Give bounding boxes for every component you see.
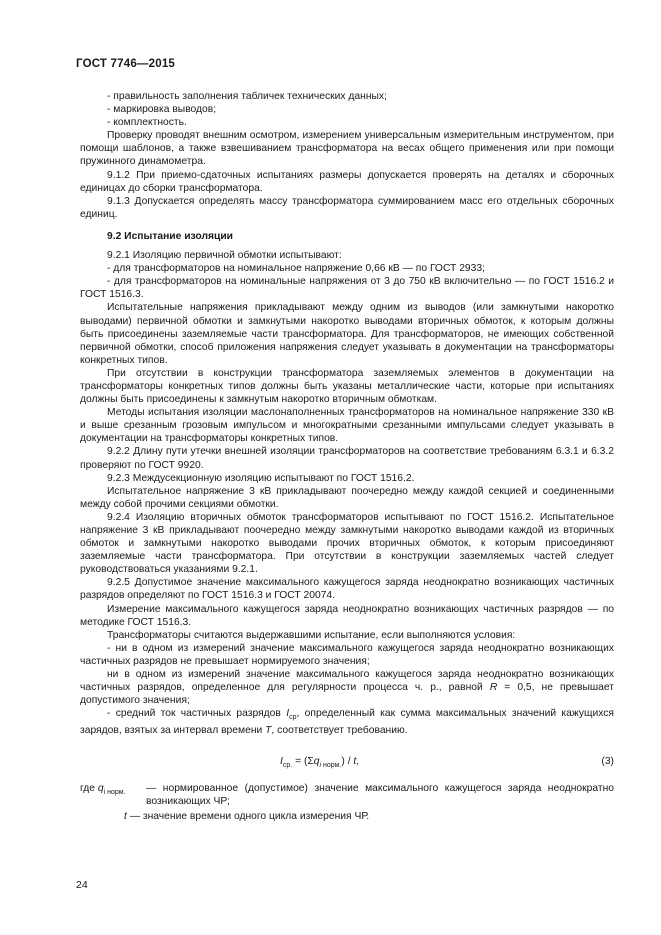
section-heading: 9.2 Испытание изоляции	[107, 230, 233, 242]
formula-q-sub-i: i	[319, 762, 322, 770]
document-body	[80, 90, 614, 738]
paragraph: 9.2.2 Длину пути утечки внешней изоляции трансформаторов на соответствие требованиям 6.3.1 и 6.3.2 проверяют по ГОСТ 9920.	[80, 446, 614, 471]
paragraph: 9.2.1 Изоляцию первичной обмотки испытывают:	[107, 250, 342, 262]
formula-q-sub-rest: норм.	[321, 762, 342, 770]
formula-expression	[280, 756, 359, 769]
paragraph: Проверку проводят внешним осмотром, измерением универсальным измерительным инструментом, при помощи шаблонов, а также взвешиванием трансформатора на весах общего применения или при помощи пружинного динамометра.	[80, 130, 614, 168]
legend-q-symbol	[80, 782, 126, 799]
paragraph: - комплектность.	[107, 117, 187, 129]
formula-lhs-sub: ср.	[282, 762, 293, 770]
legend-prefix: где	[80, 783, 98, 794]
document-header: ГОСТ 7746—2015	[76, 58, 176, 70]
paragraph: - ни в одном из измерений значение максимального кажущегося заряда неоднократно возникающих частичных разрядов не превышает нормируемого значения;	[80, 642, 614, 667]
paragraph: 9.1.2 При приемо-сдаточных испытаниях размеры допускается проверять на деталях и сборочных единицах до сборки трансформатора.	[80, 169, 614, 194]
paragraph: 9.2.3 Междусекционную изоляцию испытывают по ГОСТ 1516.2.	[107, 472, 415, 484]
legend-row-t	[80, 810, 614, 823]
paragraph: - для трансформаторов на номинальные напряжения от 3 до 750 кВ включительно — по ГОСТ 1516.2 и ГОСТ 1516.3.	[80, 276, 614, 301]
formula-t-var: t	[353, 756, 357, 767]
paragraph-avg-current: - средний ток частичных разрядов $I_{ср}$, определенный как сумма максимальных значений кажущихся зарядов, взятых за интервал времени T, соответствует требованию.	[80, 708, 614, 737]
paragraph-regularity: ни в одном из измерений значение максимального кажущегося заряда неоднократно возникающих частичных разрядов, определенное для регулярности процесса ч. р., равной R = 0,5, не превышает допустимого значения;	[80, 669, 614, 707]
formula-rhs: ) /	[341, 756, 354, 767]
paragraph: Методы испытания изоляции маслонаполненных трансформаторов на номинальное напряжение 330 кВ и выше срезанным грозовым импульсом и многократными срезанными импульсами следует указывать в документации на трансформаторы конкретных типов.	[80, 407, 614, 445]
formula-3	[80, 756, 614, 770]
formula-number: (3)	[601, 756, 614, 767]
formula-q-var: q	[313, 756, 320, 767]
paragraph: Измерение максимального кажущегося заряда неоднократно возникающих частичных разрядов — по методике ГОСТ 1516.3.	[80, 603, 614, 628]
paragraph: - для трансформаторов на номинальное напряжение 0,66 кВ — по ГОСТ 2933;	[107, 263, 485, 275]
paragraph: 9.1.3 Допускается определять массу трансформатора суммированием масс его отдельных сборочных единиц.	[80, 195, 614, 220]
formula-legend	[80, 782, 614, 823]
formula-mid: = (Σ	[292, 756, 314, 767]
paragraph: Испытательное напряжение 3 кВ прикладывают поочередно между каждой секцией и соединенными между собой прочими секциями обмотки.	[80, 485, 614, 510]
legend-row-q	[80, 782, 614, 808]
formula-tail: ,	[356, 756, 360, 767]
paragraph: 9.2.4 Изоляцию вторичных обмоток трансформаторов испытывают по ГОСТ 1516.2. Испытательное напряжение 3 кВ прикладывают поочередно между замкнутыми накоротко выводами каждой из вторичных обмоток и замкнутыми накоротко выводами прочих вторичных обмоток, к которым присоединяют заземляемые части трансформатора. При отсутствии в конструкции заземляемых частей следует руководствоваться указаниями 9.2.1.	[80, 511, 614, 576]
paragraph: - правильность заполнения табличек технических данных;	[107, 91, 387, 102]
paragraph: При отсутствии в конструкции трансформатора заземляемых элементов в документации на трансформаторы конкретных типов должны быть указаны металлические части, которые при испытаниях должны быть присоединены к замкнутым накоротко вторичным обмоткам.	[80, 367, 614, 406]
paragraph: - маркировка выводов;	[107, 104, 217, 116]
legend-t-var: t	[124, 811, 127, 823]
legend-q-var: q	[97, 783, 104, 794]
legend-t-definition: — значение времени одного цикла измерения ЧР.	[126, 811, 370, 823]
paragraph: Трансформаторы считаются выдержавшими испытание, если выполняются условия:	[107, 629, 516, 641]
page-number: 24	[76, 879, 88, 891]
formula-lhs-var: I	[280, 756, 283, 767]
paragraph: 9.2.5 Допустимое значение максимального кажущегося заряда неоднократно возникающих частичных разрядов определяют по ГОСТ 1516.3 и ГОСТ 20074.	[80, 577, 614, 602]
legend-q-sub: i норм.	[103, 789, 126, 797]
paragraph: Испытательные напряжения прикладывают между одним из выводов (или замкнутыми накоротко выводами) первичной обмотки и замкнутыми накоротко выводами вторичных обмоток, к которым должны быть присоединены заземляемые части трансформатора. Для трансформаторов, не имеющих собственной первичной обмотки, способ приложения напряжения следует указывать в документации на трансформаторы конкретных типов.	[80, 302, 614, 366]
legend-q-definition: — нормированное (допустимое) значение максимального кажущегося заряда неоднократно возникающих ЧР;	[146, 783, 614, 808]
